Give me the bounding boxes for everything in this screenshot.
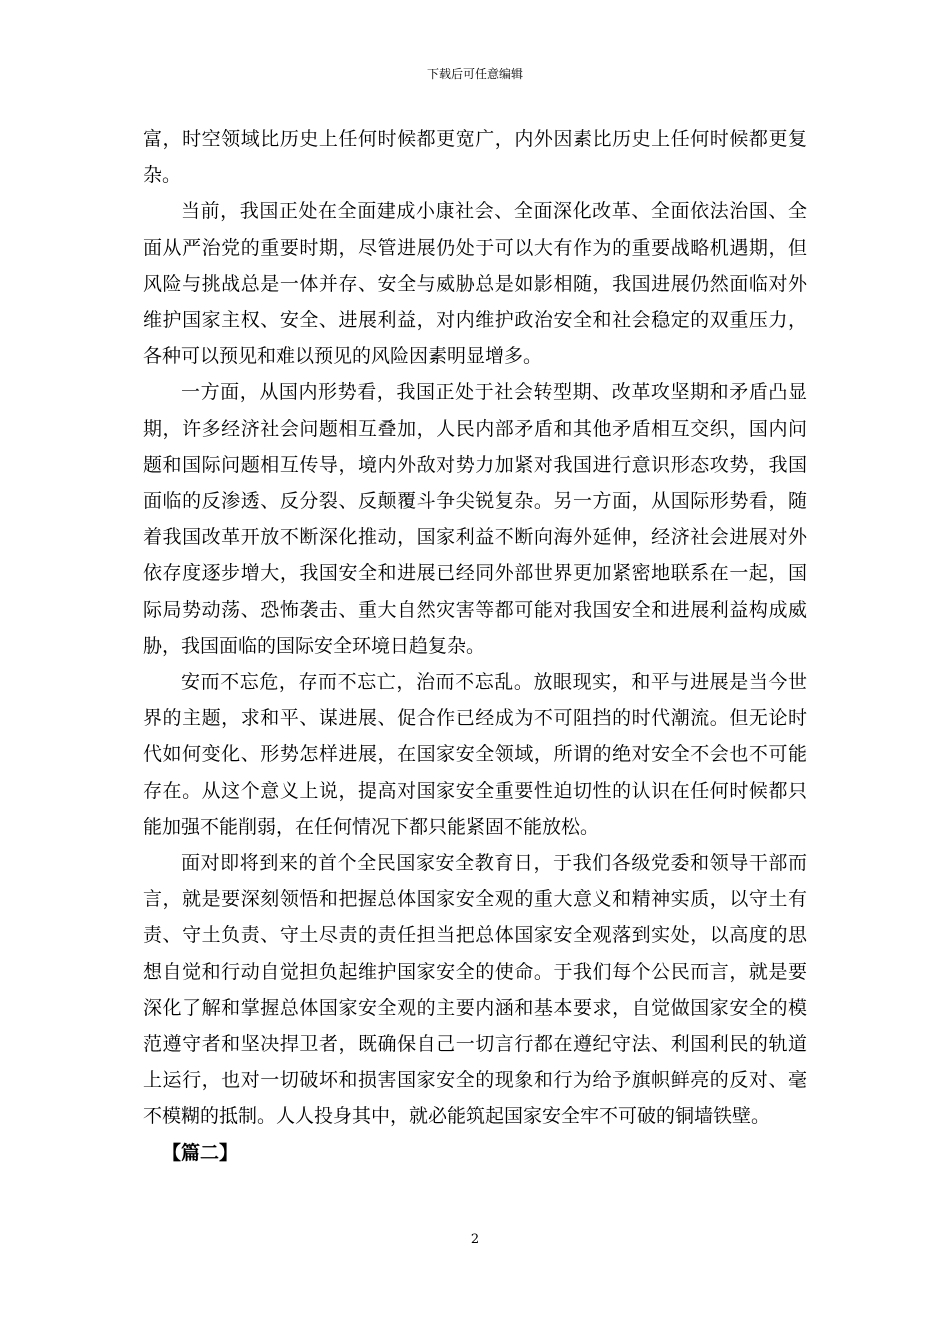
paragraph-current-situation: 当前，我国正处在全面建成小康社会、全面深化改革、全面依法治国、全面从严治党的重要时期，尽管进展仍处于可以大有作为的重要战略机遇期，但风险与挑战总是一体并存、安全与威胁总是如影相随，我国进展仍然面临对外维护国家主权、安全、进展利益，对内维护政治安全和社会稳定的双重压力，各种可以预见和难以预见的风险因素明显增多。 [143,200,807,368]
page-number: 2 [470,1232,480,1247]
paragraph-education-day: 面对即将到来的首个全民国家安全教育日，于我们各级党委和领导干部而言，就是要深刻领悟和把握总体国家安全观的重大意义和精神实质，以守土有责、守土负责、守土尽责的责任担当把总体国家安全观落到实处，以高度的思想自觉和行动自觉担负起维护国家安全的使命。于我们每个公民而言，就是要深化了解和掌握总体国家安全观的主要内涵和基本要求，自觉做国家安全的模范遵守者和坚决捍卫者，既确保自己一切言行都在遵纪守法、利国利民的轨道上运行，也对一切破坏和损害国家安全的现象和行为给予旗帜鲜亮的反对、毫不模糊的抵制。人人投身其中，就必能筑起国家安全牢不可破的铜墙铁壁。 [143,852,807,1128]
page-header: 下载后可任意编辑 [426,67,523,81]
paragraph-continuation: 富，时空领域比历史上任何时候都更宽广，内外因素比历史上任何时候都更复杂。 [143,128,807,187]
document-body [143,121,807,1171]
paragraph-security-awareness: 安而不忘危，存而不忘亡，治而不忘乱。放眼现实，和平与进展是当今世界的主题，求和平、谋进展、促合作已经成为不可阻挡的时代潮流。但无论时代如何变化、形势怎样进展，在国家安全领域，所谓的绝对安全不会也不可能存在。从这个意义上说，提高对国家安全重要性迫切性的认识在任何时候都只能加强不能削弱，在任何情况下都只能紧固不能放松。 [143,671,807,838]
paragraph-domestic-international: 一方面，从国内形势看，我国正处于社会转型期、改革攻坚期和矛盾凸显期，许多经济社会问题相互叠加，人民内部矛盾和其他矛盾相互交织，国内问题和国际问题相互传导，境内外敌对势力加紧对我国进行意识形态攻势，我国面临的反渗透、反分裂、反颠覆斗争尖锐复杂。另一方面，从国际形势看，随着我国改革开放不断深化推动，国家利益不断向海外延伸，经济社会进展对外依存度逐步增大，我国安全和进展已经同外部世界更加紧密地联系在一起，国际局势动荡、恐怖袭击、重大自然灾害等都可能对我国安全和进展利益构成威胁，我国面临的国际安全环境日趋复杂。 [143,381,807,657]
section-heading: 【篇二】 [162,1141,239,1164]
